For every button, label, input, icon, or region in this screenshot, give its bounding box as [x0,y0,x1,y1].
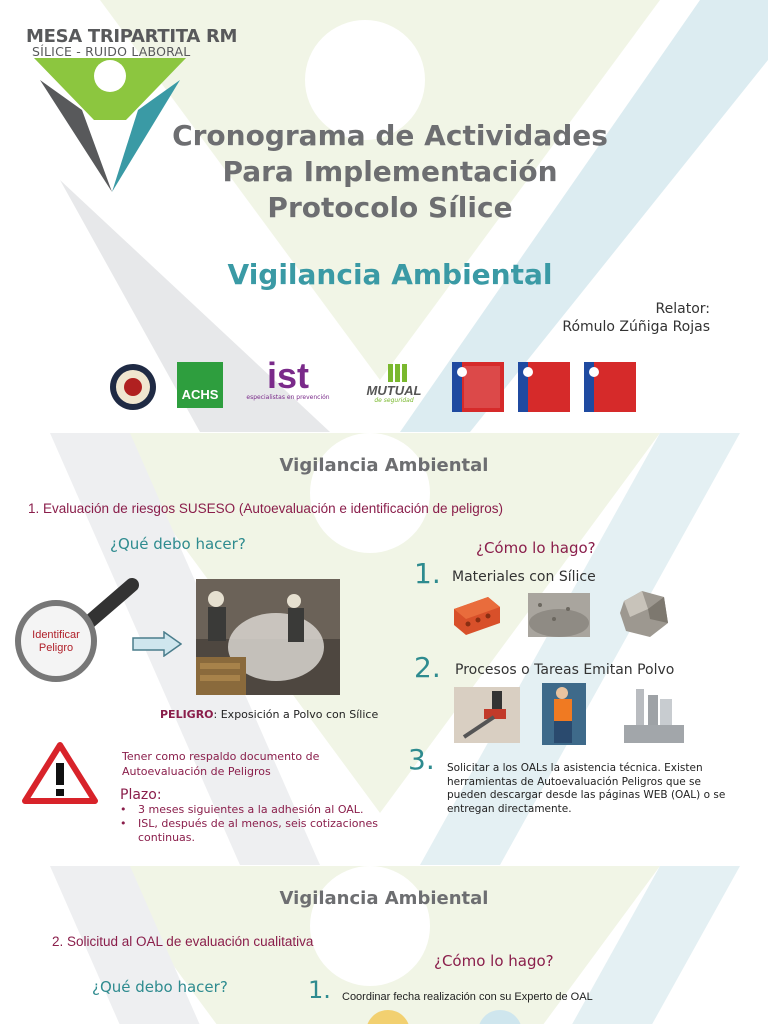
ist-logo: ist especialistas en prevención [246,355,330,401]
warning-icon [22,741,98,805]
isp-seal-logo [108,362,158,412]
peligro-label: PELIGRO [160,708,214,721]
plant-photo [620,685,688,747]
grinding-photo [454,687,520,743]
worker-dust-photo [196,579,340,695]
title-line-3: Protocolo Sílice [267,191,513,224]
slide-title: Vigilancia Ambiental [279,455,489,476]
question-how: ¿Cómo lo hago? [476,539,596,557]
mutual-flag-icon [374,362,414,384]
slide-evaluacion-cualitativa [0,866,768,1024]
gravel-photo [528,593,590,637]
arrow-right-icon [132,631,182,657]
item-heading: 1. Evaluación de riesgos SUSESO (Autoevaluación e identificación de peligros) [28,501,504,516]
title-line-2: Para Implementación [222,155,558,188]
plazo-list [120,803,395,845]
question-how: ¿Cómo lo hago? [434,952,554,970]
step-text: Solicitar a los OALs la asistencia técnica. Existen herramientas de Autoevaluación Peligros que se pueden descargar desde las páginas WEB (OAL) o se entregan directamente. [447,762,726,815]
question-what: ¿Qué debo hacer? [92,978,228,996]
step-number: 1. [414,557,441,590]
plazo-label: Plazo: [120,787,162,803]
rock-photo [618,589,670,639]
relator-block [562,300,710,336]
slide-evaluacion-riesgos [0,433,768,865]
peligro-text: : Exposición a Polvo con Sílice [213,708,379,721]
direccion-trabajo-logo [518,362,570,412]
step-number: 3. [408,743,435,776]
brick-photo [452,593,502,635]
plazo-item: • 3 meses siguientes a la adhesión al OAL. [120,803,395,817]
logo-title: MESA TRIPARTITA RM [26,26,238,47]
step-text: Procesos o Tareas Emitan Polvo [455,662,675,678]
isl-logo [584,362,636,412]
item-heading: 2. Solicitud al OAL de evaluación cualitativa [52,934,314,949]
slide-title: Vigilancia Ambiental [279,888,489,909]
worker-vest-photo [542,683,586,745]
title-line-1: Cronograma de Actividades [172,119,608,152]
achs-logo: ACHS [177,362,223,408]
logo-subtitle: SÍLICE - RUIDO LABORAL [32,44,191,59]
peligro-caption [160,708,378,722]
step-number: 2. [414,651,441,684]
magnifier-label: Identificar Peligro [32,629,80,654]
step-number: 1. [308,976,331,1004]
respaldo-text: Tener como respaldo documento de Autoevaluación de Peligros [122,750,320,778]
question-what: ¿Qué debo hacer? [110,535,246,553]
relator-name: Rómulo Zúñiga Rojas [562,319,710,335]
mutual-logo: MUTUAL de seguridad [348,362,440,404]
plazo-item: • ISL, después de al menos, seis cotizaciones continuas. [120,817,395,845]
relator-label: Relator: [655,301,710,317]
suseso-logo [452,362,504,412]
section-title: Vigilancia Ambiental [227,258,553,291]
main-title [150,118,630,226]
slide-cover [0,0,768,432]
step-text: Materiales con Sílice [452,569,596,585]
step-text: Coordinar fecha realización con su Experto de OAL [342,991,593,1003]
